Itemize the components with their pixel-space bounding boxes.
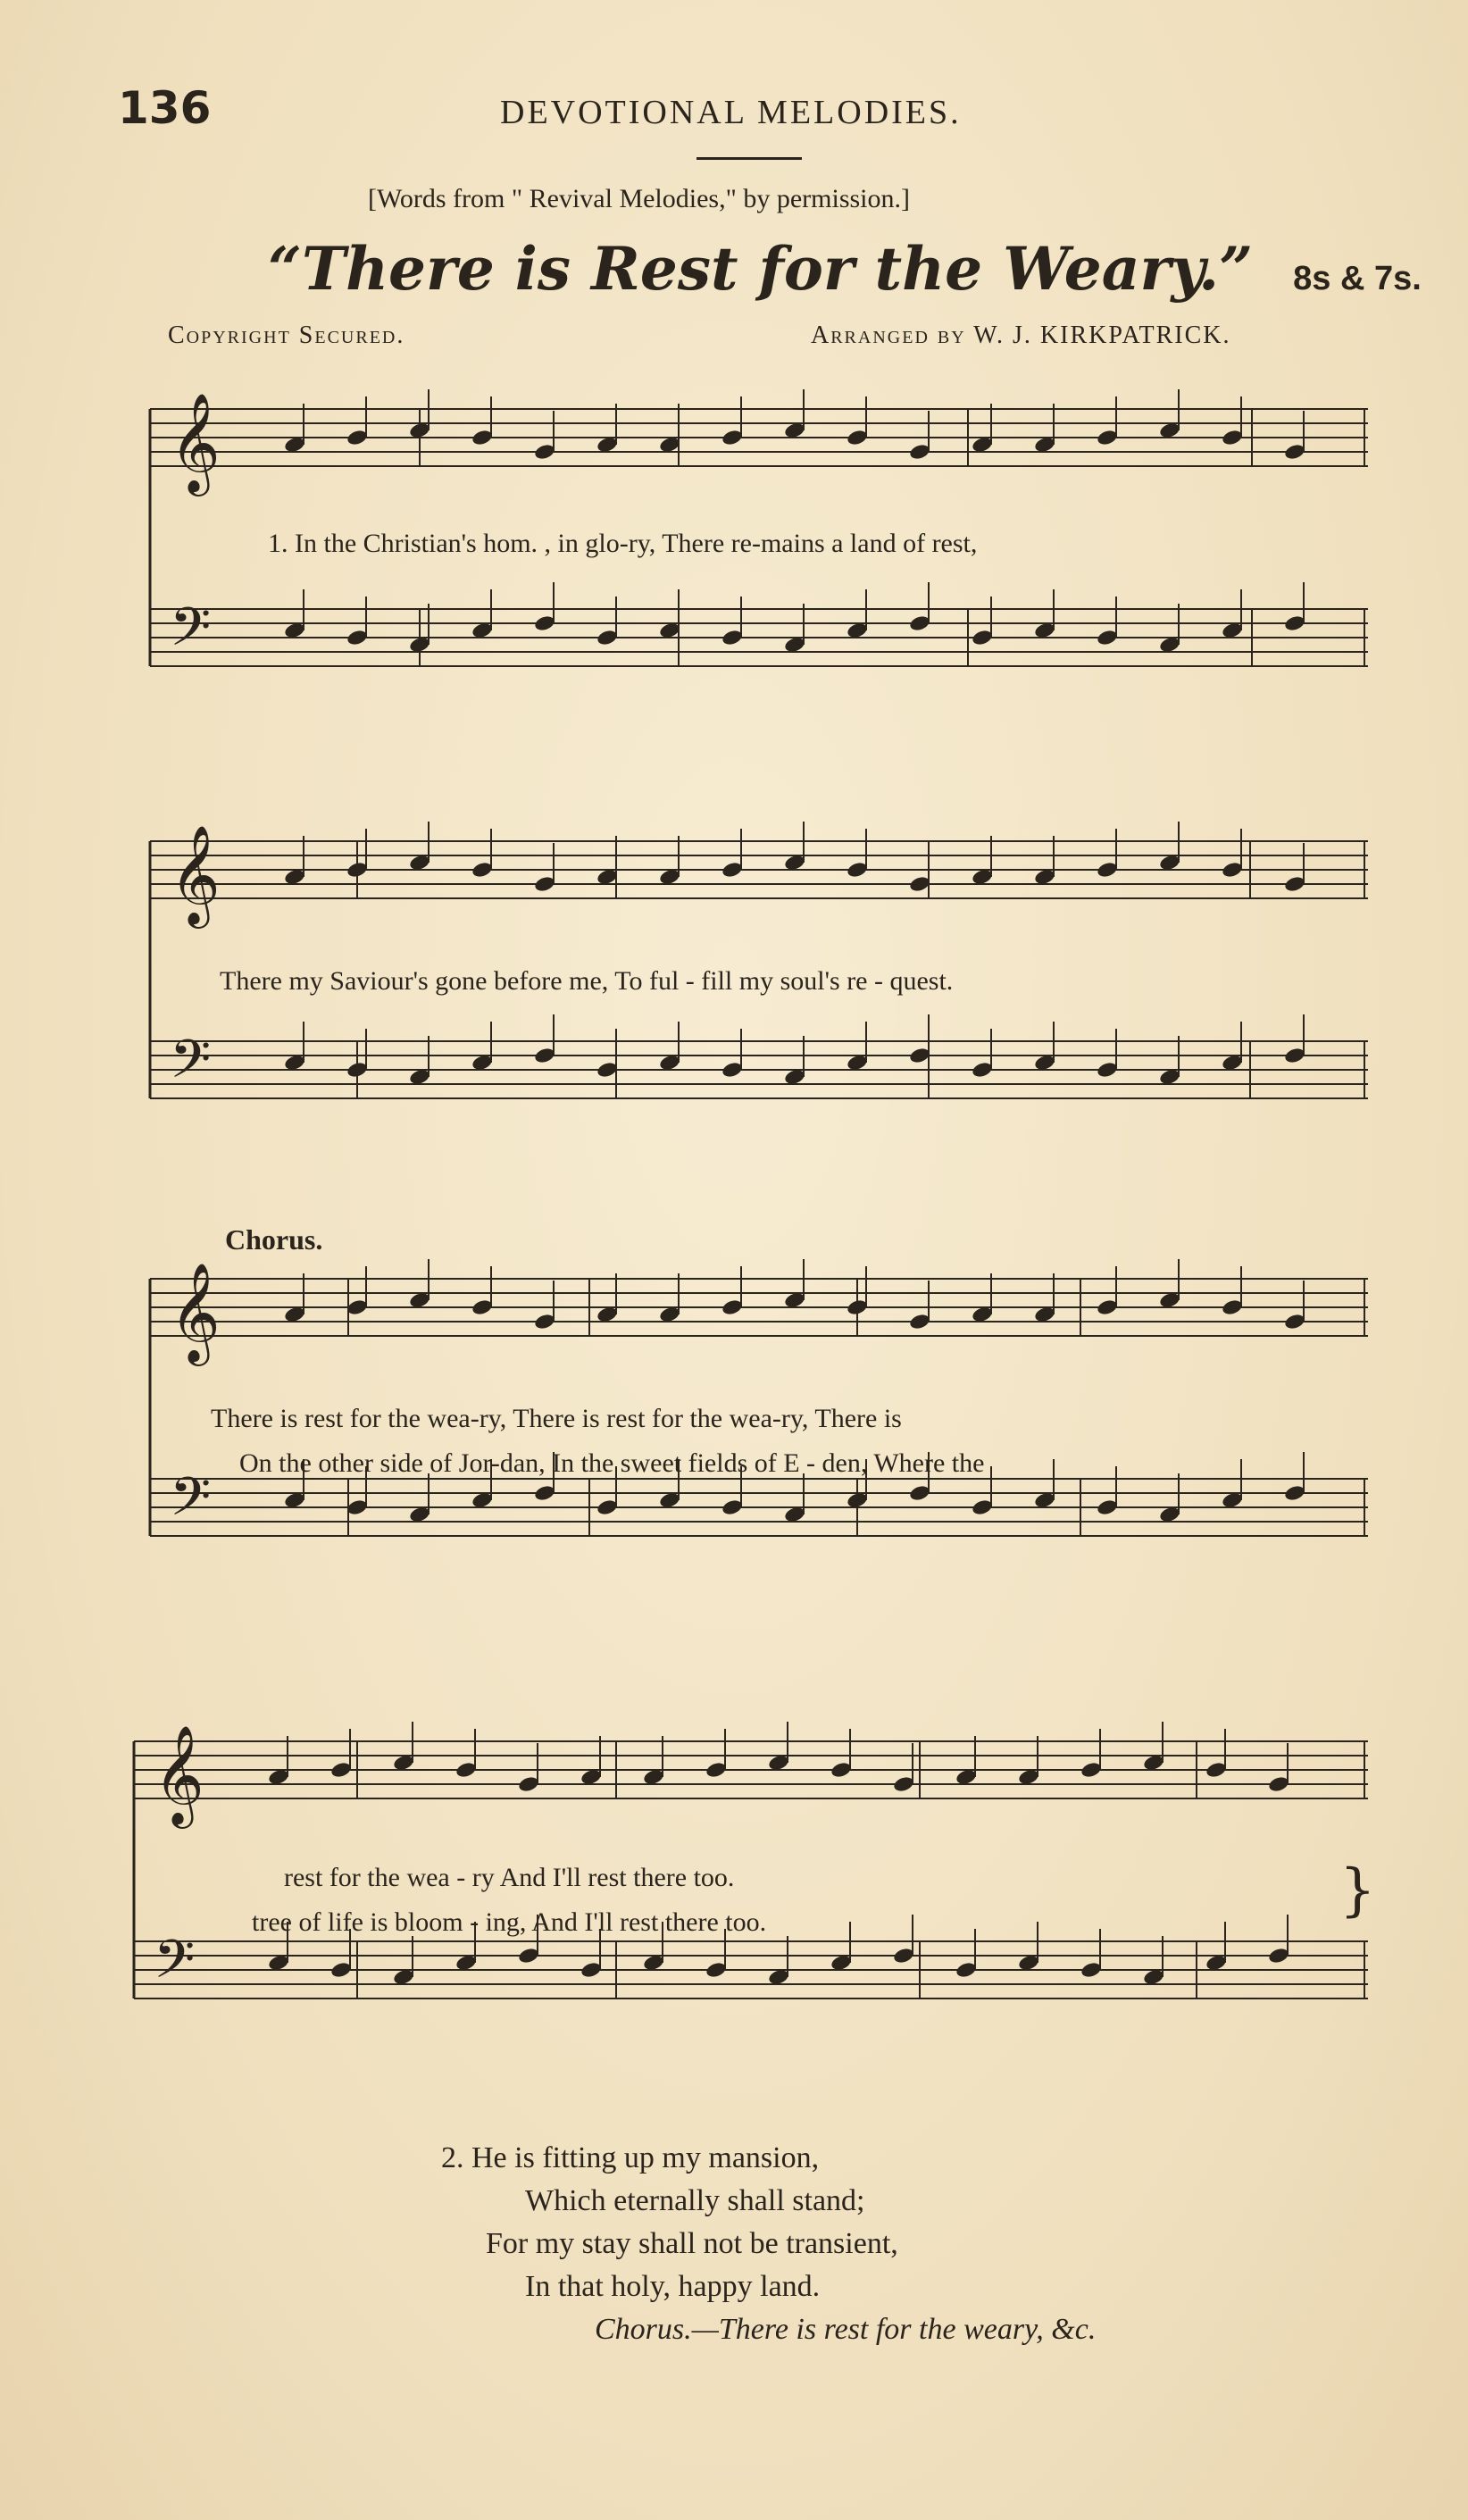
- verse-2-chorus-ref: Chorus.—There is rest for the weary, &c.: [595, 2313, 1097, 2346]
- bass-notehead: [1283, 614, 1305, 633]
- bass-notehead: [908, 1047, 930, 1065]
- treble-notehead: [1096, 1298, 1118, 1317]
- treble-notehead: [1221, 1298, 1243, 1317]
- bass-notehead: [1283, 1484, 1305, 1503]
- bass-notehead: [1267, 1947, 1289, 1965]
- treble-notehead: [1283, 443, 1305, 462]
- bass-notehead: [596, 629, 618, 647]
- bass-notehead: [596, 1061, 618, 1080]
- bass-notehead: [971, 629, 993, 647]
- chorus-lyric-2: On the other side of Jor-dan, In the sweet fields of E - den, Where the: [239, 1448, 985, 1478]
- lyric-line-2: There my Saviour's gone before me, To ful - fill my soul's re - quest.: [220, 966, 954, 996]
- treble-notehead: [1221, 429, 1243, 447]
- verse-2-line-2: Which eternally shall stand;: [525, 2184, 865, 2217]
- chorus-lyric-1: There is rest for the wea-ry, There is rest for the wea-ry, There is: [211, 1404, 902, 1433]
- treble-notehead: [846, 861, 868, 880]
- treble-notehead: [533, 1313, 555, 1331]
- treble-notehead: [346, 1298, 368, 1317]
- bass-notehead: [721, 629, 743, 647]
- bass-notehead: [533, 1484, 555, 1503]
- chorus-lyric-3: rest for the wea - ry And I'll rest there too.: [284, 1863, 735, 1892]
- treble-clef-icon: 𝄞: [170, 824, 221, 924]
- running-head: DEVOTIONAL MELODIES.: [500, 94, 962, 131]
- bass-clef-icon: 𝄢: [170, 1465, 212, 1540]
- treble-notehead: [533, 875, 555, 894]
- treble-notehead: [533, 443, 555, 462]
- bass-clef-icon: 𝄢: [154, 1928, 196, 2003]
- bass-notehead: [596, 1498, 618, 1517]
- treble-notehead: [346, 861, 368, 880]
- chorus-label: Chorus.: [225, 1223, 323, 1256]
- treble-notehead: [721, 429, 743, 447]
- verse-brace: }: [1339, 1857, 1376, 1923]
- treble-notehead: [329, 1761, 352, 1780]
- bass-notehead: [721, 1498, 743, 1517]
- treble-notehead: [1283, 875, 1305, 894]
- verse-2-line-3: For my stay shall not be transient,: [486, 2227, 898, 2260]
- treble-notehead: [908, 875, 930, 894]
- treble-notehead: [1283, 1313, 1305, 1331]
- treble-notehead: [471, 861, 493, 880]
- hymn-meter: 8s & 7s.: [1293, 260, 1422, 297]
- bass-notehead: [721, 1061, 743, 1080]
- bass-notehead: [533, 614, 555, 633]
- bass-notehead: [1283, 1047, 1305, 1065]
- treble-notehead: [1096, 429, 1118, 447]
- bass-notehead: [346, 1498, 368, 1517]
- treble-notehead: [517, 1775, 539, 1794]
- treble-clef-icon: 𝄞: [154, 1724, 204, 1824]
- bass-clef-icon: 𝄢: [170, 596, 212, 671]
- treble-notehead: [1221, 861, 1243, 880]
- treble-notehead: [908, 1313, 930, 1331]
- treble-notehead: [1205, 1761, 1227, 1780]
- chorus-lyric-4: tree of life is bloom - ing, And I'll rest there too.: [252, 1907, 767, 1937]
- lyric-line-1: 1. In the Christian's hom. , in glo-ry, There re-mains a land of rest,: [268, 529, 978, 558]
- bass-notehead: [517, 1947, 539, 1965]
- bass-notehead: [971, 1061, 993, 1080]
- treble-notehead: [1096, 861, 1118, 880]
- treble-notehead: [830, 1761, 852, 1780]
- bass-notehead: [705, 1961, 727, 1980]
- treble-notehead: [705, 1761, 727, 1780]
- treble-notehead: [455, 1761, 477, 1780]
- treble-clef-icon: 𝄞: [170, 1262, 221, 1362]
- treble-notehead: [346, 429, 368, 447]
- bass-notehead: [908, 614, 930, 633]
- bass-clef-icon: 𝄢: [170, 1028, 212, 1103]
- bass-notehead: [1096, 629, 1118, 647]
- hymn-title: “There is Rest for the Weary.”: [268, 234, 1254, 304]
- bass-notehead: [955, 1961, 977, 1980]
- copyright-notice: Copyright Secured.: [168, 321, 405, 349]
- treble-notehead: [721, 861, 743, 880]
- treble-clef-icon: 𝄞: [170, 392, 221, 492]
- credit-line: [Words from " Revival Melodies," by permission.]: [368, 184, 910, 213]
- verse-2-line-1: 2. He is fitting up my mansion,: [441, 2141, 820, 2174]
- treble-notehead: [471, 429, 493, 447]
- bass-notehead: [1080, 1961, 1102, 1980]
- treble-notehead: [846, 1298, 868, 1317]
- treble-notehead: [892, 1775, 914, 1794]
- bass-notehead: [908, 1484, 930, 1503]
- bass-notehead: [346, 629, 368, 647]
- treble-notehead: [1267, 1775, 1289, 1794]
- bass-notehead: [533, 1047, 555, 1065]
- treble-notehead: [908, 443, 930, 462]
- treble-notehead: [1080, 1761, 1102, 1780]
- bass-notehead: [329, 1961, 352, 1980]
- treble-notehead: [471, 1298, 493, 1317]
- bass-notehead: [971, 1498, 993, 1517]
- arranger-credit: Arranged by W. J. KIRKPATRICK.: [811, 321, 1231, 349]
- page-number: 136: [118, 82, 212, 134]
- bass-notehead: [1096, 1061, 1118, 1080]
- treble-notehead: [721, 1298, 743, 1317]
- bass-notehead: [346, 1061, 368, 1080]
- bass-notehead: [892, 1947, 914, 1965]
- verse-2-line-4: In that holy, happy land.: [525, 2270, 821, 2303]
- bass-notehead: [1096, 1498, 1118, 1517]
- bass-notehead: [580, 1961, 602, 1980]
- treble-notehead: [846, 429, 868, 447]
